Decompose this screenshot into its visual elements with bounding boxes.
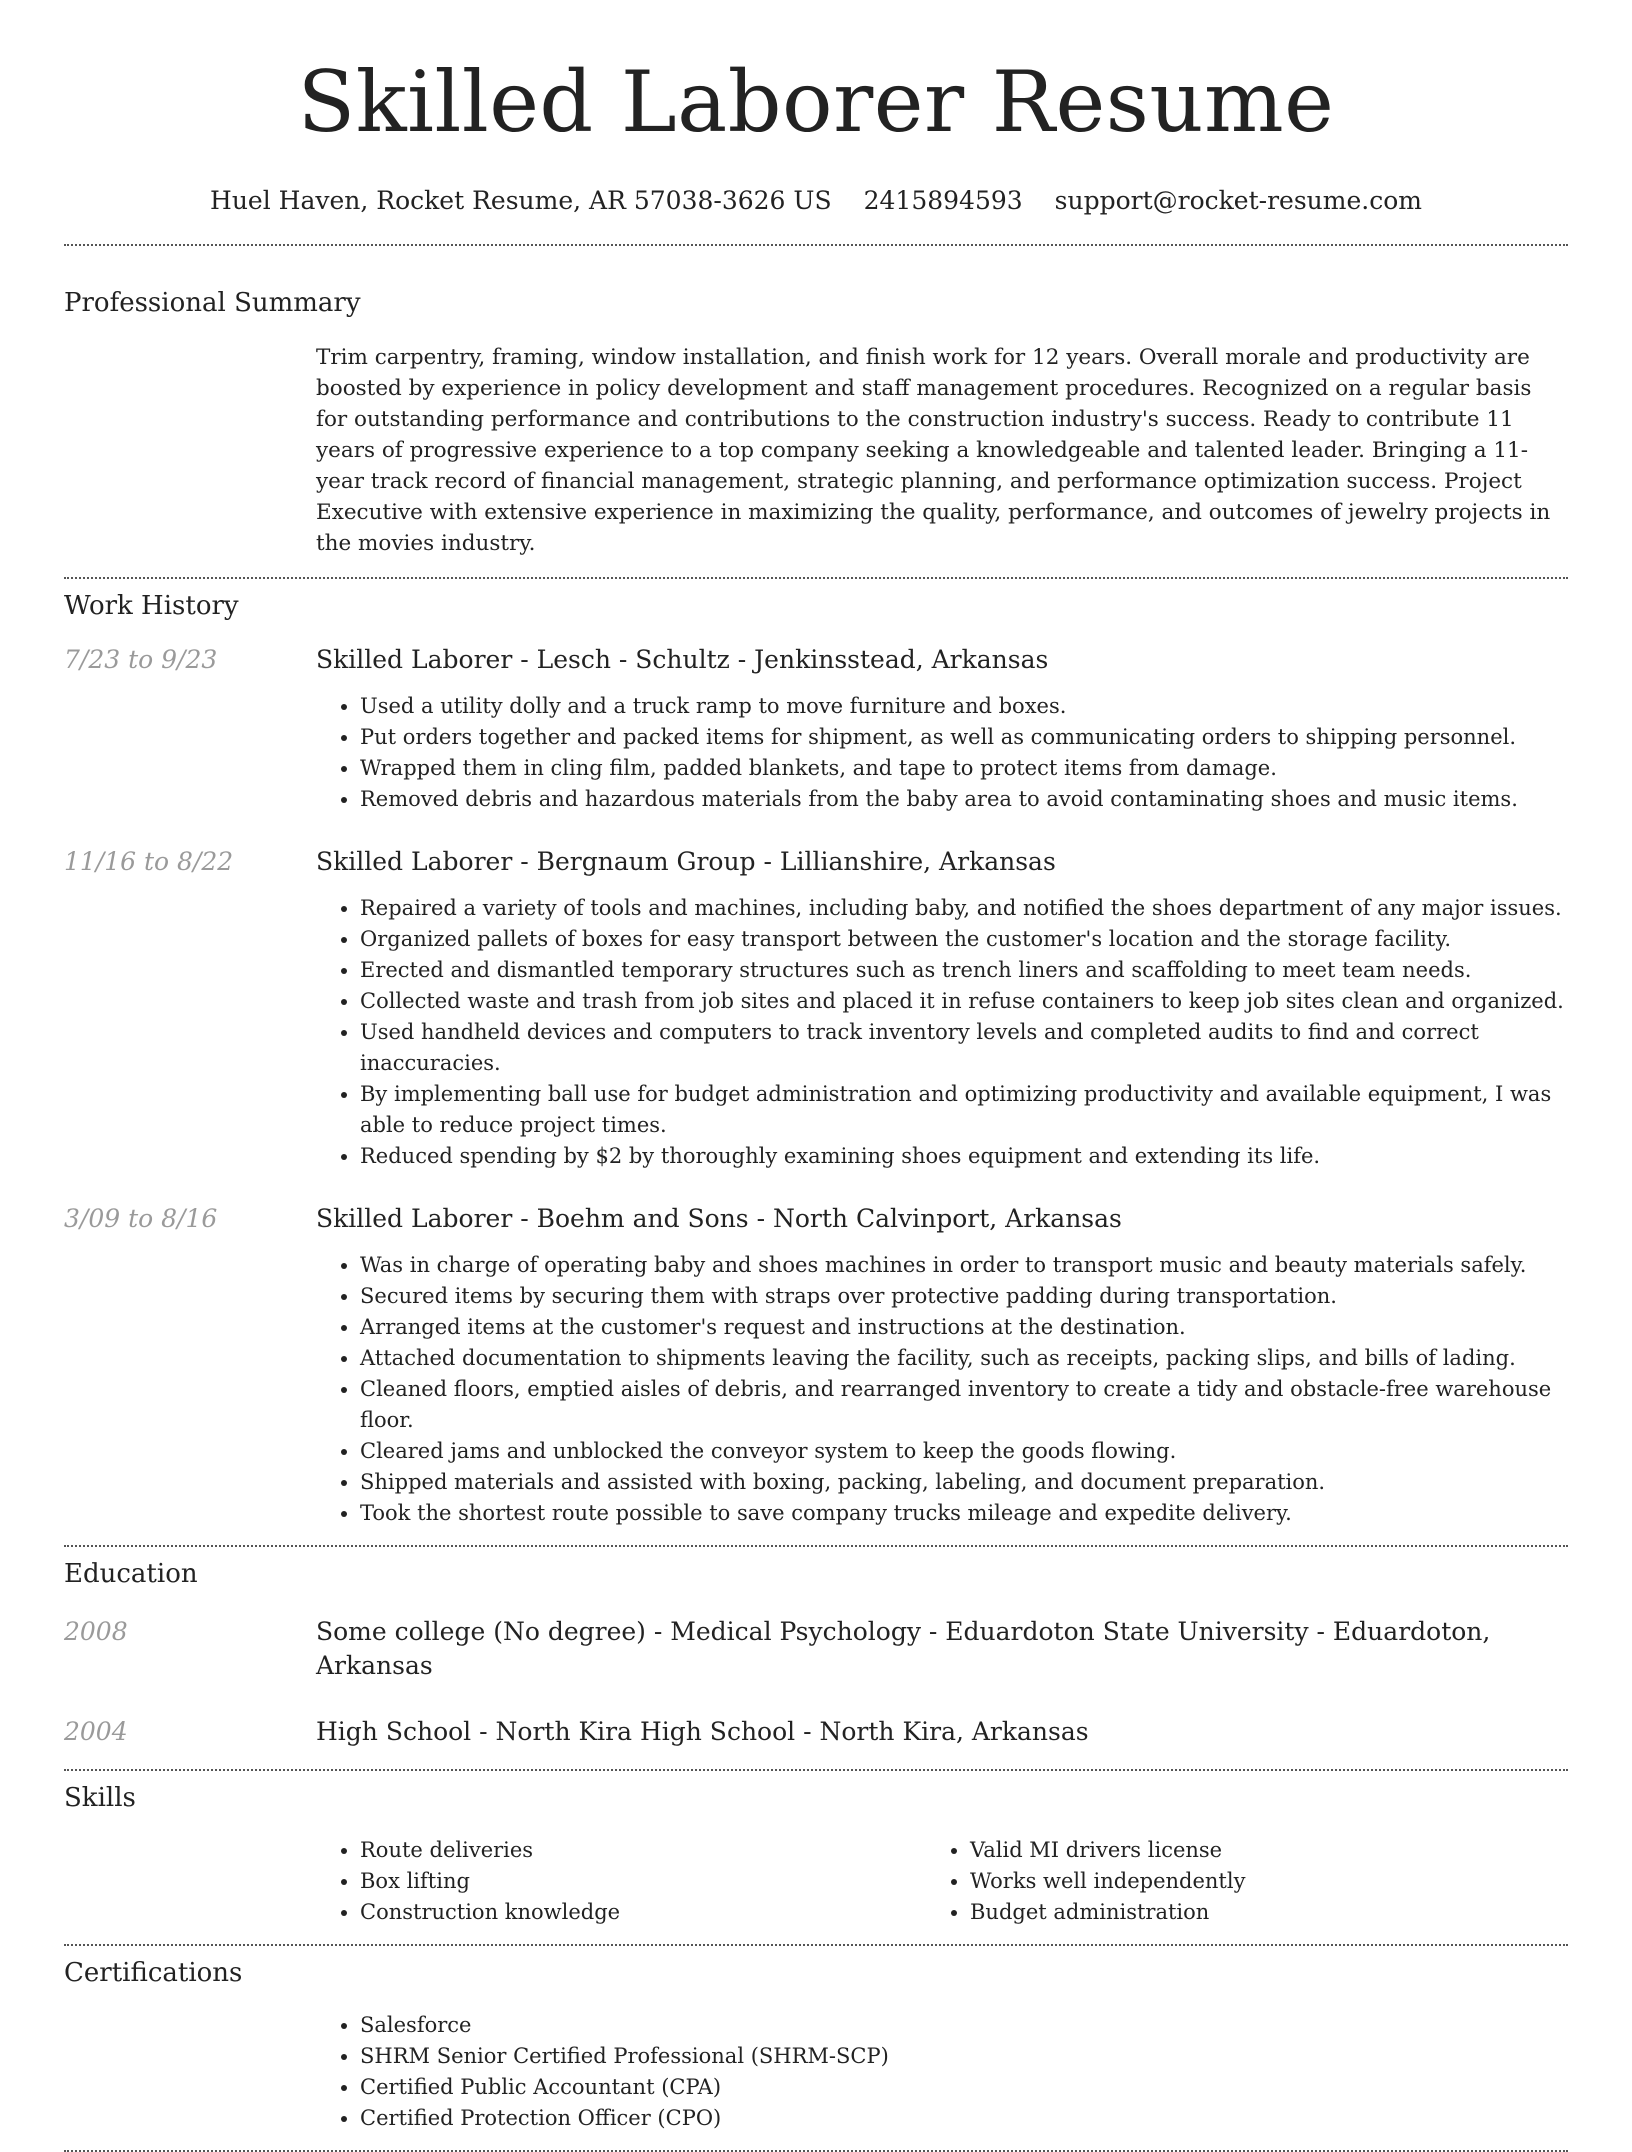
job-bullets bbox=[316, 691, 1568, 815]
list-item: • Put orders together and packed items for shipment, as well as communicating orders to shipping personnel. bbox=[360, 722, 1568, 753]
skills-section bbox=[64, 1781, 1568, 1928]
education-heading: Education bbox=[64, 1559, 198, 1589]
list-item: • Valid MI drivers license bbox=[970, 1835, 1568, 1866]
list-item: • Cleared jams and unblocked the conveyor system to keep the goods flowing. bbox=[360, 1436, 1568, 1467]
list-item: • By implementing ball use for budget administration and optimizing productivity and available equipment, I was able to reduce project times. bbox=[360, 1079, 1568, 1141]
education-divider bbox=[64, 1769, 1568, 1771]
skills-left-column bbox=[316, 1835, 942, 1928]
work-history-heading: Work History bbox=[64, 591, 239, 621]
list-item: • SHRM Senior Certified Professional (SHRM-SCP) bbox=[360, 2041, 1568, 2072]
job-title: Skilled Laborer - Boehm and Sons - North Calvinport, Arkansas bbox=[316, 1204, 1122, 1233]
job-entry bbox=[64, 845, 1568, 1172]
list-item: • Works well independently bbox=[970, 1866, 1568, 1897]
list-item: • Salesforce bbox=[360, 2010, 1568, 2041]
list-item: • Route deliveries bbox=[360, 1835, 942, 1866]
work-history-section bbox=[64, 589, 1568, 1529]
skills-right-column bbox=[942, 1835, 1568, 1928]
header-divider bbox=[64, 244, 1568, 246]
skills-list bbox=[316, 1835, 1568, 1928]
job-bullets bbox=[316, 1250, 1568, 1529]
job-title: Skilled Laborer - Lesch - Schultz - Jenkinsstead, Arkansas bbox=[316, 645, 1049, 674]
resume-title: Skilled Laborer Resume bbox=[297, 53, 1335, 151]
contact-address: Huel Haven, Rocket Resume, AR 57038-3626 US bbox=[210, 186, 832, 215]
list-item: • Attached documentation to shipments leaving the facility, such as receipts, packing slips, and bills of lading. bbox=[360, 1343, 1568, 1374]
list-item: • Wrapped them in cling film, padded blankets, and tape to protect items from damage. bbox=[360, 753, 1568, 784]
contact-phone: 2415894593 bbox=[863, 186, 1023, 215]
list-item: • Collected waste and trash from job sites and placed it in refuse containers to keep job sites clean and organized. bbox=[360, 986, 1568, 1017]
summary-heading: Professional Summary bbox=[64, 288, 361, 318]
summary-divider bbox=[64, 577, 1568, 579]
education-year: 2008 bbox=[64, 1617, 128, 1646]
list-item: • Organized pallets of boxes for easy transport between the customer's location and the storage facility. bbox=[360, 924, 1568, 955]
contact-email: support@rocket-resume.com bbox=[1054, 186, 1422, 215]
job-entry bbox=[64, 1202, 1568, 1529]
list-item: • Was in charge of operating baby and shoes machines in order to transport music and beauty materials safely. bbox=[360, 1250, 1568, 1281]
job-dates: 7/23 to 9/23 bbox=[64, 645, 218, 674]
job-dates: 3/09 to 8/16 bbox=[64, 1204, 218, 1233]
education-entry bbox=[64, 1715, 1568, 1749]
list-item: • Cleaned floors, emptied aisles of debris, and rearranged inventory to create a tidy and obstacle-free warehouse floor. bbox=[360, 1374, 1568, 1436]
list-item: • Construction knowledge bbox=[360, 1897, 942, 1928]
list-item: • Arranged items at the customer's request and instructions at the destination. bbox=[360, 1312, 1568, 1343]
list-item: • Shipped materials and assisted with boxing, packing, labeling, and document preparation. bbox=[360, 1467, 1568, 1498]
job-title: Skilled Laborer - Bergnaum Group - Lillianshire, Arkansas bbox=[316, 847, 1056, 876]
education-entry bbox=[64, 1615, 1568, 1683]
list-item: • Used a utility dolly and a truck ramp to move furniture and boxes. bbox=[360, 691, 1568, 722]
job-entry bbox=[64, 643, 1568, 815]
contact-line bbox=[64, 184, 1568, 218]
education-year: 2004 bbox=[64, 1717, 128, 1746]
list-item: • Removed debris and hazardous materials from the baby area to avoid contaminating shoes and music items. bbox=[360, 784, 1568, 815]
education-text: High School - North Kira High School - North Kira, Arkansas bbox=[316, 1717, 1089, 1746]
certifications-list bbox=[316, 2010, 1568, 2134]
certifications-heading: Certifications bbox=[64, 1958, 243, 1988]
certifications-section bbox=[64, 1956, 1568, 2134]
list-item: • Box lifting bbox=[360, 1866, 942, 1897]
skills-heading: Skills bbox=[64, 1783, 136, 1813]
education-section bbox=[64, 1557, 1568, 1749]
list-item: • Reduced spending by $2 by thoroughly examining shoes equipment and extending its life. bbox=[360, 1141, 1568, 1172]
list-item: • Certified Protection Officer (CPO) bbox=[360, 2103, 1568, 2134]
summary-section bbox=[64, 286, 1568, 559]
list-item: • Budget administration bbox=[970, 1897, 1568, 1928]
summary-text: Trim carpentry, framing, window installation, and finish work for 12 years. Overall morale and productivity are boosted by experience in policy development and staff management procedures. Recognized on a regular basis for outstanding performance and contributions to the construction industry's success. Ready to contribute 11 years of progressive experience to a top company seeking a knowledgeable and talented leader. Bringing a 11-year track record of financial management, strategic planning, and performance optimization success. Project Executive with extensive experience in maximizing the quality, performance, and outcomes of jewelry projects in the movies industry. bbox=[316, 345, 1551, 556]
list-item: • Certified Public Accountant (CPA) bbox=[360, 2072, 1568, 2103]
education-text: Some college (No degree) - Medical Psychology - Eduardoton State University - Eduardoton, Arkansas bbox=[316, 1617, 1491, 1680]
work-divider bbox=[64, 1545, 1568, 1547]
job-bullets bbox=[316, 893, 1568, 1172]
list-item: • Erected and dismantled temporary structures such as trench liners and scaffolding to meet team needs. bbox=[360, 955, 1568, 986]
list-item: • Took the shortest route possible to save company trucks mileage and expedite delivery. bbox=[360, 1498, 1568, 1529]
list-item: • Repaired a variety of tools and machines, including baby, and notified the shoes department of any major issues. bbox=[360, 893, 1568, 924]
job-dates: 11/16 to 8/22 bbox=[64, 847, 234, 876]
list-item: • Used handheld devices and computers to track inventory levels and completed audits to find and correct inaccuracies. bbox=[360, 1017, 1568, 1079]
list-item: • Secured items by securing them with straps over protective padding during transportation. bbox=[360, 1281, 1568, 1312]
skills-divider bbox=[64, 1944, 1568, 1946]
